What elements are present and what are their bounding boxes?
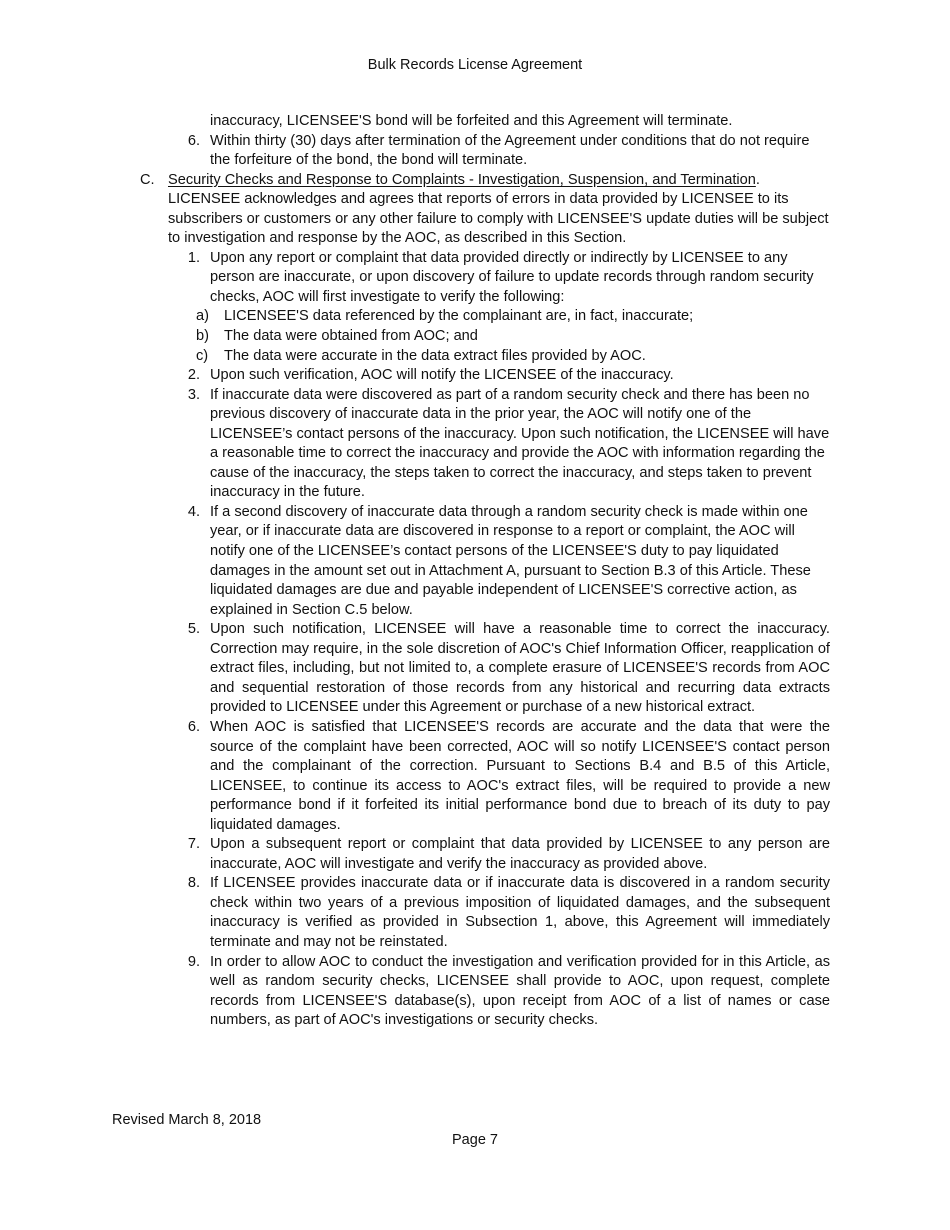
item-number: 6.	[187, 718, 200, 735]
sub-item-letter: c)	[196, 347, 209, 364]
sub-item-letter: b)	[196, 328, 209, 345]
continued-text: inaccuracy, LICENSEE'S bond will be forfeited and this Agreement will terminate.	[210, 113, 733, 129]
section-c	[140, 171, 830, 249]
list-item	[140, 249, 830, 308]
sub-item-text: The data were obtained from AOC; and	[224, 328, 478, 345]
continued-line	[140, 112, 830, 132]
item-number: 1.	[187, 249, 200, 266]
list-item	[140, 386, 830, 503]
list-item	[140, 718, 830, 835]
item-number: 4.	[187, 503, 200, 520]
item-number: 6.	[187, 132, 200, 149]
list-item	[140, 953, 830, 1031]
item-number: 9.	[187, 953, 200, 970]
list-item	[140, 503, 830, 620]
sub-item-text: LICENSEE'S data referenced by the complainant are, in fact, inaccurate;	[224, 308, 694, 325]
item-text: If inaccurate data were discovered as part of a random security check and there has been no previous discovery of inaccurate data in the prior year, the AOC will notify one of the LICENSEE’s contact persons of the inaccuracy. Upon such notification, the LICENSEE will have a reasonable time to correct the inaccuracy and provide the AOC with information regarding the cause of the inaccuracy, the steps taken to correct the inaccuracy, and steps taken to prevent inaccuracy in the future.	[210, 386, 830, 501]
page-number: Page 7	[452, 1132, 498, 1148]
item-number: 3.	[187, 386, 200, 403]
section-intro: . LICENSEE acknowledges and agrees that reports of errors in data provided by LICENSEE to its subscribers or customers or any other failure to comply with LICENSEE'S update duties will be subject to investigation and response by the AOC, as described in this Section.	[168, 171, 829, 247]
page-header: Bulk Records License Agreement	[367, 57, 583, 73]
sub-item-text: The data were accurate in the data extract files provided by AOC.	[224, 347, 646, 364]
sub-item	[140, 307, 830, 327]
item-number: 7.	[187, 836, 200, 853]
list-item	[140, 132, 830, 171]
item-text: Within thirty (30) days after termination of the Agreement under conditions that do not require the forfeiture of the bond, the bond will terminate.	[210, 132, 810, 169]
item-number: 2.	[187, 367, 200, 384]
list-item	[140, 620, 830, 718]
item-number: 8.	[187, 875, 200, 892]
item-number: 5.	[187, 621, 200, 638]
item-text: Upon a subsequent report or complaint that data provided by LICENSEE to any person are inaccurate, AOC will investigate and verify the inaccuracy as provided above.	[210, 836, 830, 872]
list-item	[140, 835, 830, 874]
section-label: C.	[140, 171, 155, 188]
item-text: If LICENSEE provides inaccurate data or if inaccurate data is discovered in a random security check within two years of a previous imposition of liquidated damages, and the subsequent inaccuracy is verified as provided in Subsection 1, above, this Agreement will immediately terminate and may not be reinstated.	[210, 875, 830, 950]
section-heading: Security Checks and Response to Complaints - Investigation, Suspension, and Termination	[168, 171, 756, 188]
item-text: Upon such notification, LICENSEE will have a reasonable time to correct the inaccuracy. Correction may require, in the sole discretion of AOC's Chief Information Officer, reapplication of extract files, including, but not limited to, a complete erasure of LICENSEE'S records from AOC and sequential restoration of those records from any historical and recurring data extracts provided to LICENSEE under this Agreement or purchase of a new historical extract.	[210, 621, 830, 716]
item-text: In order to allow AOC to conduct the investigation and verification provided for in this Article, as well as random security checks, LICENSEE shall provide to AOC, upon request, complete records from LICENSEE'S database(s), upon receipt from AOC of a list of names or case numbers, as part of AOC's investigations or security checks.	[210, 953, 830, 1029]
list-item	[140, 366, 830, 386]
item-text: Upon any report or complaint that data provided directly or indirectly by LICENSEE to any person are inaccurate, or upon discovery of failure to update records through random security checks, AOC will first investigate to verify the following:	[210, 249, 814, 305]
sub-item-letter: a)	[196, 308, 209, 325]
list-item	[140, 874, 830, 952]
sub-item	[140, 347, 830, 367]
item-text: Upon such verification, AOC will notify the LICENSEE of the inaccuracy.	[210, 367, 674, 384]
item-text: When AOC is satisfied that LICENSEE'S records are accurate and the data that were the source of the complaint have been corrected, AOC will so notify LICENSEE'S contact person and the complainant of the correction. Pursuant to Sections B.4 and B.5 of this Article, LICENSEE, to continue its access to AOC's extract files, will be required to provide a new performance bond if it forfeited its initial performance bond due to breach of its duty to pay liquidated damages.	[210, 718, 830, 833]
revision-date: Revised March 8, 2018	[112, 1112, 262, 1128]
item-text: If a second discovery of inaccurate data through a random security check is made within one year, or if inaccurate data are discovered in response to a report or complaint, the AOC will notify one of the LICENSEE’s contact persons of the LICENSEE'S duty to pay liquidated damages in the amount set out in Attachment A, pursuant to Section B.3 of this Article. These liquidated damages are due and payable independent of LICENSEE'S corrective action, as explained in Section C.5 below.	[210, 503, 811, 618]
sub-item	[140, 327, 830, 347]
document-body	[140, 112, 830, 1031]
